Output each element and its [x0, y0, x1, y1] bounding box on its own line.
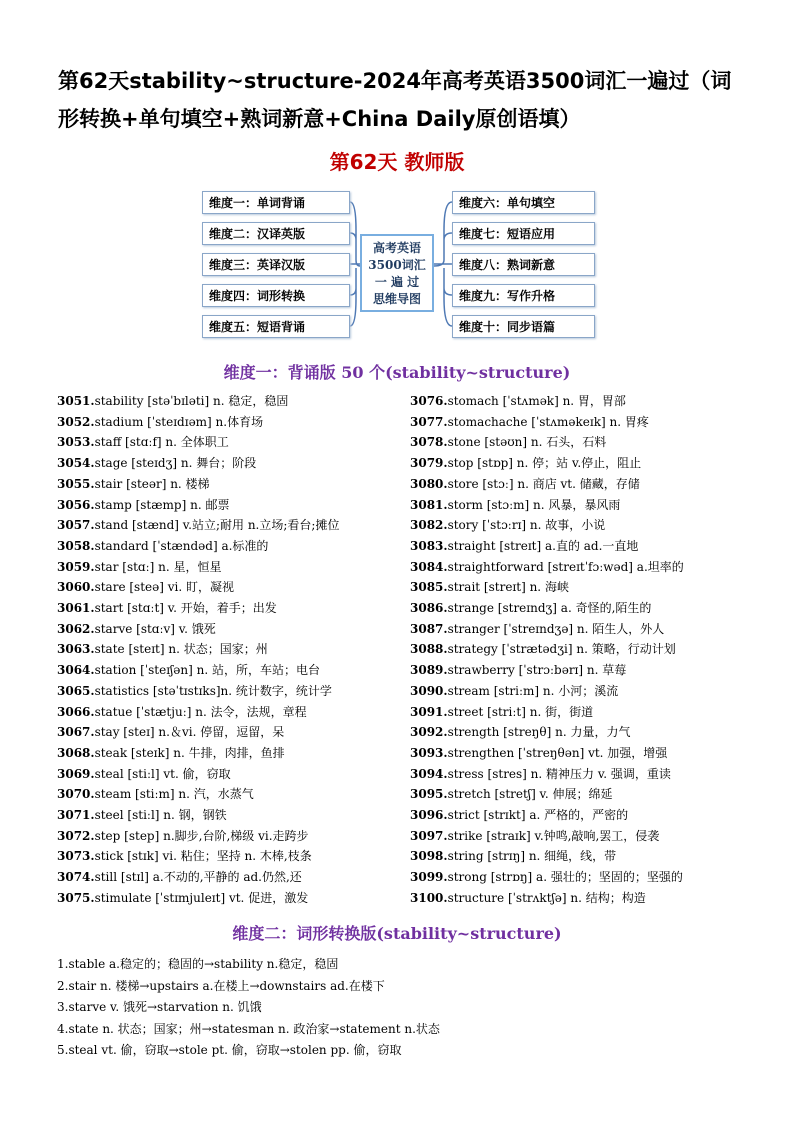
vocab-number: 3096. [410, 808, 448, 823]
vocab-number: 3077. [410, 414, 448, 429]
vocab-entry [57, 784, 339, 805]
page-title: 第62天stability~structure-2024年高考英语3500词汇一遍过（词形转换+单句填空+熟词新意+China Daily原创语填） [58, 69, 732, 131]
vocab-definition: strawberry [ˈstrɔːbərɪ] n. 草莓 [447, 663, 627, 678]
vocab-number: 3076. [410, 394, 448, 408]
vocab-entry [57, 453, 339, 474]
vocab-definition: stand [stænd] v.站立;耐用 n.立场;看台;摊位 [94, 518, 340, 533]
vocab-number: 3065. [57, 683, 95, 698]
vocab-entry [57, 722, 339, 743]
vocab-number: 3085. [410, 580, 448, 595]
vocab-entry [410, 577, 684, 598]
word-form-item: 5.steal vt. 偷，窃取→stole pt. 偷，窃取→stolen pp. 偷，窃取 [57, 1043, 402, 1057]
mindmap-center-line: 高考英语 [372, 241, 421, 255]
vocab-number: 3097. [410, 828, 448, 843]
vocab-definition: star [stɑː] n. 星，恒星 [94, 559, 222, 574]
vocab-number: 3078. [410, 435, 448, 450]
vocab-definition: start [stɑːt] v. 开始，着手；出发 [94, 601, 277, 616]
vocab-number: 3051. [57, 394, 95, 408]
vocab-entry [57, 577, 339, 598]
vocab-number: 3092. [410, 725, 448, 740]
vocab-definition: steam [stiːm] n. 汽，水蒸气 [94, 787, 254, 802]
vocab-entry [410, 639, 684, 660]
vocab-definition: steal [stiːl] vt. 偷，窃取 [94, 766, 231, 781]
vocab-definition: statistics [stəˈtɪstɪks]n. 统计数字，统计学 [94, 683, 332, 698]
vocab-definition: starve [stɑːv] v. 饿死 [94, 621, 216, 636]
vocab-number: 3058. [57, 538, 95, 553]
vocab-definition: strong [strɒŋ] a. 强壮的；坚固的；坚强的 [447, 870, 683, 885]
vocab-number: 3072. [57, 828, 95, 843]
vocab-number: 3098. [410, 849, 448, 864]
vocab-definition: strait [streɪt] n. 海峡 [447, 580, 569, 595]
vocab-definition: still [stɪl] a.不动的,平静的 ad.仍然,还 [94, 870, 302, 885]
vocab-definition: stability [stəˈbɪləti] n. 稳定，稳固 [94, 394, 289, 408]
vocab-entry [410, 412, 684, 433]
vocab-entry [57, 391, 339, 412]
vocab-number: 3054. [57, 456, 95, 471]
mindmap-dimension-6: 维度六：单句填空 [452, 191, 595, 214]
vocab-definition: store [stɔː] n. 商店 vt. 储藏，存储 [447, 476, 640, 491]
vocab-definition: stone [stəʊn] n. 石头，石料 [447, 435, 607, 450]
word-form-item: 3.starve v. 饿死→starvation n. 饥饿 [57, 1000, 262, 1014]
mindmap-center [360, 234, 434, 312]
mindmap-dimension-8: 维度八：熟词新意 [452, 253, 595, 276]
vocab-number: 3086. [410, 601, 448, 616]
vocab-entry [57, 557, 339, 578]
vocab-definition: strengthen [ˈstreŋθən] vt. 加强，增强 [447, 745, 668, 760]
vocab-entry [57, 432, 339, 453]
vocab-entry [57, 619, 339, 640]
vocab-number: 3062. [57, 621, 95, 636]
vocab-definition: stage [steɪdʒ] n. 舞台；阶段 [94, 456, 257, 471]
vocab-definition: structure [ˈstrʌktʃə] n. 结构；构造 [447, 890, 646, 905]
vocab-number: 3057. [57, 518, 95, 533]
vocab-entry [410, 764, 684, 785]
vocab-definition: stomachache [ˈstʌməkeɪk] n. 胃疼 [447, 414, 649, 429]
vocab-definition: staff [stɑːf] n. 全体职工 [94, 435, 229, 450]
mindmap-dimension-3: 维度三：英译汉版 [202, 253, 350, 276]
mindmap-dimension-7: 维度七：短语应用 [452, 222, 595, 245]
vocab-entry [410, 432, 684, 453]
vocab-entry [410, 619, 684, 640]
vocab-definition: steak [steɪk] n. 牛排，肉排，鱼排 [94, 745, 285, 760]
vocab-number: 3060. [57, 580, 95, 595]
vocab-number: 3093. [410, 745, 448, 760]
vocab-entry [410, 867, 684, 888]
vocab-entry [57, 474, 339, 495]
vocab-entry [410, 681, 684, 702]
vocab-definition: strange [streɪndʒ] a. 奇怪的,陌生的 [447, 601, 652, 616]
mindmap-center-line: 一 遍 过 [374, 275, 420, 289]
vocab-definition: strict [strɪkt] a. 严格的，严密的 [447, 808, 629, 823]
vocab-number: 3080. [410, 476, 448, 491]
vocab-definition: stimulate [ˈstɪmjuleɪt] vt. 促进，激发 [94, 890, 309, 905]
vocab-entry [410, 515, 684, 536]
vocab-entry [410, 888, 684, 909]
vocab-number: 3081. [410, 497, 448, 512]
vocab-number: 3068. [57, 745, 95, 760]
vocab-entry [410, 826, 684, 847]
vocab-entry [57, 702, 339, 723]
section-2-heading: 维度二：词形转换版(stability~structure) [232, 924, 562, 943]
mindmap-dimension-2: 维度二：汉译英版 [202, 222, 350, 245]
vocab-entry [57, 536, 339, 557]
vocab-number: 3074. [57, 870, 95, 885]
vocab-entry [410, 660, 684, 681]
vocab-number: 3079. [410, 456, 448, 471]
vocab-definition: strategy [ˈstrætədʒi] n. 策略，行动计划 [447, 642, 676, 657]
vocab-entry [410, 474, 684, 495]
vocab-number: 3088. [410, 642, 448, 657]
vocab-entry [57, 412, 339, 433]
vocab-number: 3070. [57, 787, 95, 802]
word-form-list [57, 954, 440, 1062]
vocab-entry [410, 846, 684, 867]
vocab-definition: string [strɪŋ] n. 细绳，线，带 [447, 849, 617, 864]
mindmap-dimension-10: 维度十：同步语篇 [452, 315, 595, 338]
vocab-entry [57, 681, 339, 702]
mindmap-center-line: 3500词汇 [368, 258, 426, 272]
vocab-entry [57, 826, 339, 847]
vocab-definition: step [step] n.脚步,台阶,梯级 vi.走跨步 [94, 828, 309, 843]
vocab-entry [410, 453, 684, 474]
vocab-definition: stream [striːm] n. 小河；溪流 [447, 683, 619, 698]
vocab-definition: straight [streɪt] a.直的 ad.一直地 [447, 538, 639, 553]
vocab-definition: statue [ˈstætjuː] n. 法令，法规，章程 [94, 704, 307, 719]
vocab-entry [57, 660, 339, 681]
vocab-definition: stress [stres] n. 精神压力 v. 强调，重读 [447, 766, 671, 781]
mindmap-dimension-9: 维度九：写作升格 [452, 284, 595, 307]
vocab-number: 3071. [57, 808, 95, 823]
vocab-entry [410, 598, 684, 619]
vocab-entry [57, 888, 339, 909]
vocab-definition: stop [stɒp] n. 停；站 v.停止，阻止 [447, 456, 642, 471]
vocab-entry [57, 495, 339, 516]
vocab-number: 3069. [57, 766, 95, 781]
vocab-entry [410, 702, 684, 723]
vocab-number: 3083. [410, 538, 448, 553]
vocab-number: 3056. [57, 497, 95, 512]
vocab-number: 3100. [410, 890, 448, 905]
vocab-entry [57, 743, 339, 764]
vocab-number: 3064. [57, 663, 95, 678]
vocab-entry [410, 722, 684, 743]
vocab-entry [57, 764, 339, 785]
vocab-number: 3075. [57, 890, 95, 905]
vocab-definition: stretch [stretʃ] v. 伸展；绵延 [447, 787, 613, 802]
vocab-number: 3059. [57, 559, 95, 574]
vocab-definition: steel [stiːl] n. 钢，钢铁 [94, 808, 227, 823]
vocab-definition: stranger [ˈstreɪndʒə] n. 陌生人，外人 [447, 621, 665, 636]
vocab-definition: straightforward [streɪtˈfɔːwəd] a.坦率的 [447, 559, 684, 574]
vocab-number: 3067. [57, 725, 95, 740]
vocab-number: 3095. [410, 787, 448, 802]
vocab-definition: stair [steər] n. 楼梯 [94, 476, 210, 491]
vocab-number: 3089. [410, 663, 448, 678]
vocab-entry [57, 867, 339, 888]
vocab-definition: station [ˈsteɪʃən] n. 站，所，车站；电台 [94, 663, 320, 678]
edition-subtitle: 第62天 教师版 [329, 150, 465, 174]
mindmap-center-line: 思维导图 [372, 292, 421, 306]
vocab-definition: stomach [ˈstʌmək] n. 胃，胃部 [447, 394, 626, 408]
vocab-definition: strike [straɪk] v.钟鸣,敲响,罢工，侵袭 [447, 828, 660, 843]
vocab-number: 3090. [410, 683, 448, 698]
vocab-definition: storm [stɔːm] n. 风暴，暴风雨 [447, 497, 621, 512]
vocab-entry [57, 805, 339, 826]
word-form-item: 1.stable a.稳定的；稳固的→stability n.稳定，稳固 [57, 957, 339, 971]
vocab-number: 3084. [410, 559, 448, 574]
vocab-entry [57, 598, 339, 619]
section-1-heading: 维度一：背诵版 50 个(stability~structure) [223, 363, 571, 382]
vocab-number: 3053. [57, 435, 95, 450]
vocab-entry [410, 536, 684, 557]
mindmap-dimension-4: 维度四：词形转换 [202, 284, 350, 307]
vocab-number: 3063. [57, 642, 95, 657]
vocab-number: 3091. [410, 704, 448, 719]
vocab-definition: strength [streŋθ] n. 力量，力气 [447, 725, 631, 740]
vocab-definition: story [ˈstɔːrɪ] n. 故事，小说 [447, 518, 606, 533]
vocab-definition: stadium [ˈsteɪdɪəm] n.体育场 [94, 414, 264, 429]
vocab-definition: stay [steɪ] n.＆vi. 停留，逗留，呆 [94, 725, 285, 740]
word-form-item: 4.state n. 状态；国家；州→statesman n. 政治家→statement n.状态 [57, 1021, 440, 1036]
vocab-number: 3099. [410, 870, 448, 885]
vocab-definition: stick [stɪk] vi. 粘住；坚持 n. 木棒,枝条 [94, 849, 312, 864]
vocab-number: 3055. [57, 476, 95, 491]
mind-map [200, 190, 600, 340]
vocab-number: 3052. [57, 414, 95, 429]
vocab-number: 3094. [410, 766, 448, 781]
mindmap-dimension-1: 维度一：单词背诵 [202, 191, 350, 214]
vocab-definition: standard [ˈstændəd] a.标准的 [94, 538, 269, 553]
vocab-entry [410, 557, 684, 578]
vocab-definition: street [striːt] n. 街，街道 [447, 704, 594, 719]
vocab-entry [410, 391, 684, 412]
vocab-number: 3087. [410, 621, 448, 636]
vocab-number: 3073. [57, 849, 95, 864]
vocab-list-left [57, 391, 339, 909]
vocab-entry [57, 515, 339, 536]
vocab-entry [410, 805, 684, 826]
vocab-entry [57, 639, 339, 660]
vocab-number: 3082. [410, 518, 448, 533]
vocab-definition: state [steɪt] n. 状态；国家；州 [94, 642, 268, 657]
vocab-definition: stamp [stæmp] n. 邮票 [94, 497, 230, 512]
mindmap-dimension-5: 维度五：短语背诵 [202, 315, 350, 338]
vocab-definition: stare [steə] vi. 盯，凝视 [94, 580, 234, 595]
vocab-number: 3061. [57, 601, 95, 616]
vocab-entry [410, 495, 684, 516]
vocab-number: 3066. [57, 704, 95, 719]
vocab-list-right [410, 391, 684, 909]
word-form-item: 2.stair n. 楼梯→upstairs a.在楼上→downstairs ad.在楼下 [57, 978, 385, 993]
vocab-entry [410, 743, 684, 764]
vocab-entry [410, 784, 684, 805]
vocab-entry [57, 846, 339, 867]
